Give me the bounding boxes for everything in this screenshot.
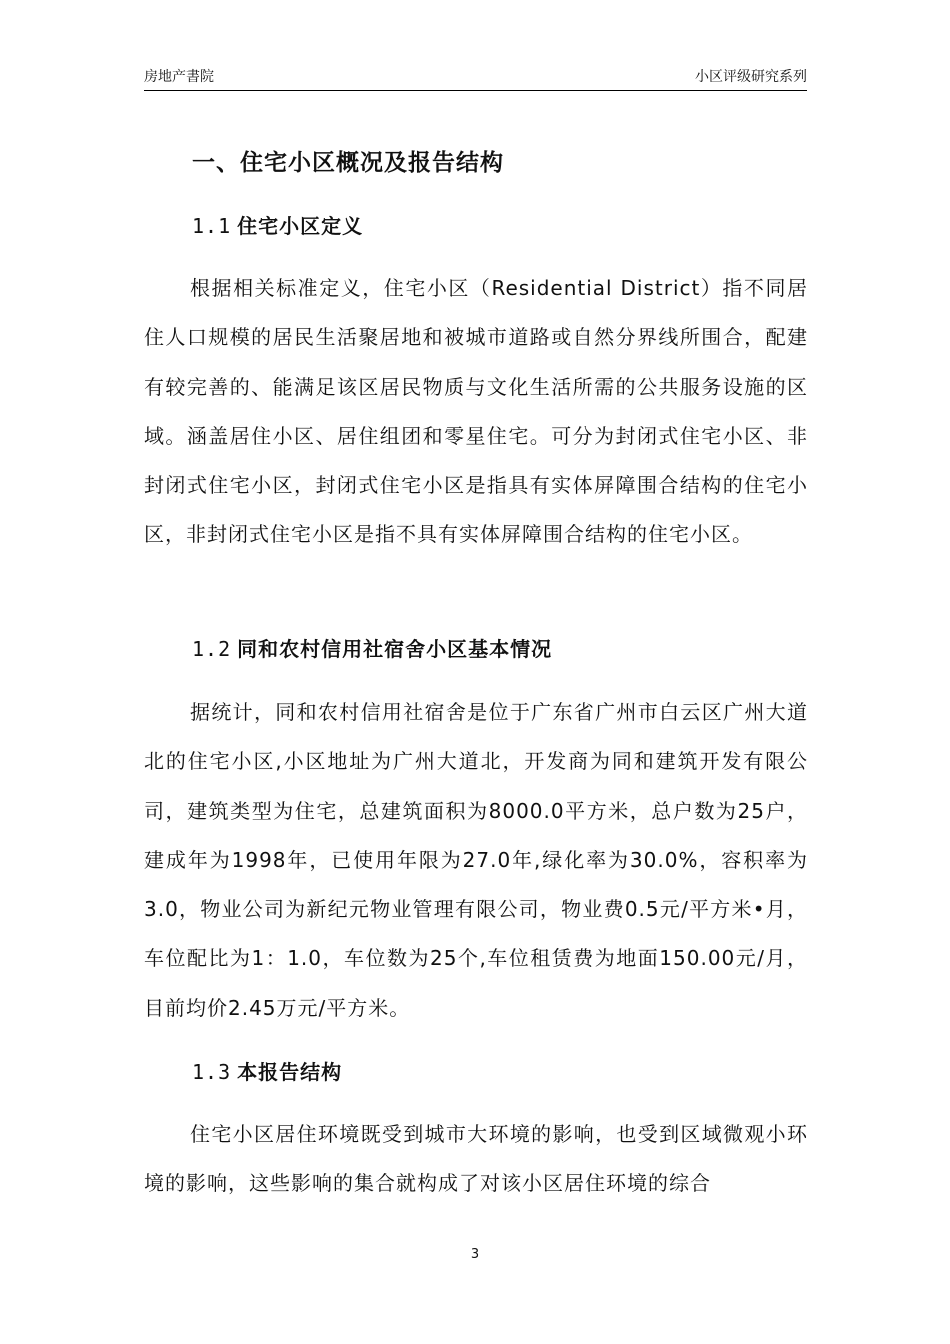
subsection-title: 住宅小区定义 (237, 214, 364, 238)
page-number: 3 (470, 1247, 480, 1262)
subsection-number: 1.1 (192, 214, 232, 238)
paragraph-basic-info: 据统计，同和农村信用社宿舍是位于广东省广州市白云区广州大道北的住宅小区,小区地址为广州大道北，开发商为同和建筑开发有限公司，建筑类型为住宅，总建筑面积为8000.0平方米，总户数为25户，建成年为1998年，已使用年限为27.0年,绿化率为30.0%，容积率为3.0，物业公司为新纪元物业管理有限公司，物业费0.5元/平方米•月，车位配比为1：1.0，车位数为25个,车位租赁费为地面150.00元/月，目前均价2.45万元/平方米。 (144, 700, 808, 1020)
subsection-heading-1-3 (192, 1056, 342, 1088)
subsection-number: 1.3 (192, 1060, 232, 1084)
header-publisher: 房地产書院 (144, 69, 214, 85)
paragraph-definition: 根据相关标准定义，住宅小区（Residential District）指不同居住人口规模的居民生活聚居地和被城市道路或自然分界线所围合，配建有较完善的、能满足该区居民物质与文化生活所需的公共服务设施的区域。涵盖居住小区、居住组团和零星住宅。可分为封闭式住宅小区、非封闭式住宅小区，封闭式住宅小区是指具有实体屏障围合结构的住宅小区，非封闭式住宅小区是指不具有实体屏障围合结构的住宅小区。 (144, 276, 808, 547)
paragraph-report-structure: 住宅小区居住环境既受到城市大环境的影响，也受到区域微观小环境的影响，这些影响的集合就构成了对该小区居住环境的综合 (144, 1122, 808, 1196)
section-title: 一、住宅小区概况及报告结构 (192, 150, 504, 176)
subsection-title: 本报告结构 (237, 1060, 343, 1084)
subsection-heading-1-1 (192, 210, 363, 242)
subsection-number: 1.2 (192, 637, 232, 661)
subsection-heading-1-2 (192, 633, 552, 665)
subsection-title: 同和农村信用社宿舍小区基本情况 (237, 637, 553, 661)
header-series-title: 小区评级研究系列 (695, 69, 807, 85)
page-header (144, 66, 807, 91)
